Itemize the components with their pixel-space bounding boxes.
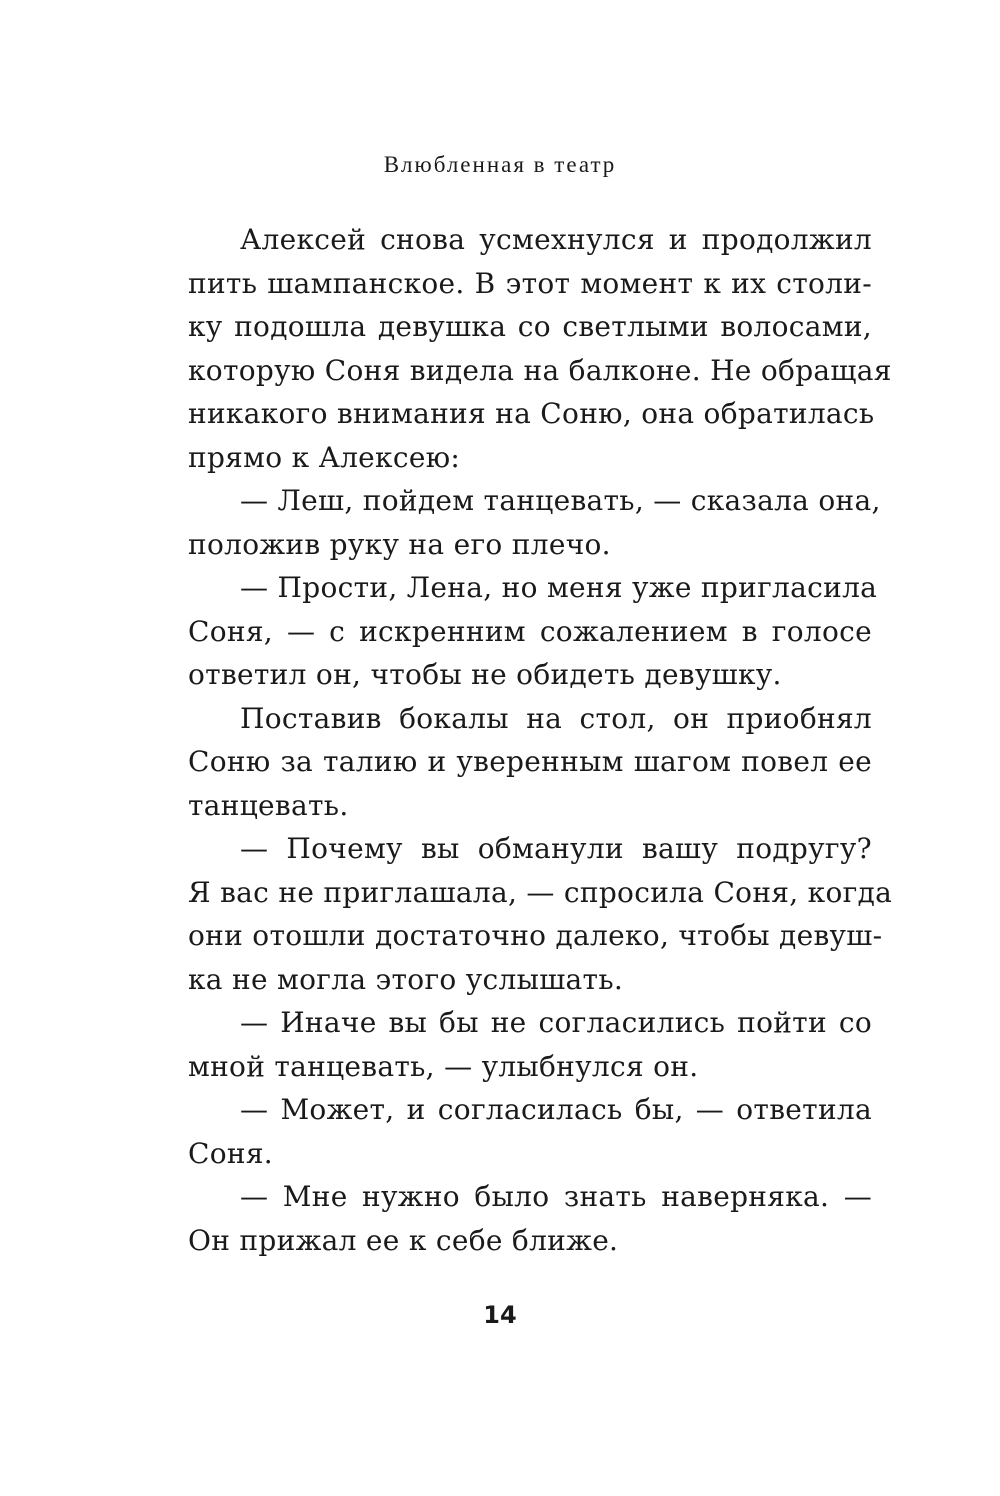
text-line: — Почему вы обманули вашу подругу? bbox=[240, 832, 872, 865]
text-line: танцевать. bbox=[188, 788, 349, 822]
text-line: — Леш, пойдем танцевать, — сказала она, bbox=[240, 484, 881, 517]
body-text bbox=[188, 218, 893, 1262]
text-line: — Может, и согласилась бы, — ответила bbox=[240, 1093, 872, 1126]
text-line: Соня. bbox=[188, 1136, 274, 1170]
text-line: никакого внимания на Соню, она обратилась bbox=[188, 397, 875, 430]
text-line: пить шампанское. В этот момент к их столи- bbox=[188, 266, 872, 300]
text-line: Соню за талию и уверенным шагом повел ее bbox=[188, 745, 872, 778]
text-line: Соня, — с искренним сожалением в голосе bbox=[188, 614, 872, 648]
text-line: Поставив бокалы на стол, он приобнял bbox=[240, 701, 872, 735]
text-line: — Мне нужно было знать наверняка. — bbox=[240, 1180, 872, 1213]
text-line: мной танцевать, — улыбнулся он. bbox=[188, 1049, 699, 1083]
text-line: — Прости, Лена, но меня уже пригласила bbox=[240, 571, 878, 604]
text-line: — Иначе вы бы не согласились пойти со bbox=[240, 1006, 872, 1039]
text-line: Алексей снова усмехнулся и продолжил bbox=[240, 223, 872, 256]
text-line: которую Соня видела на балконе. Не обращая bbox=[188, 353, 892, 387]
running-header: Влюбленная в театр bbox=[383, 152, 617, 177]
text-line: прямо к Алексею: bbox=[188, 440, 461, 474]
text-line: ответил он, чтобы не обидеть девушку. bbox=[188, 658, 782, 691]
text-line: Он прижал ее к себе ближе. bbox=[188, 1223, 619, 1257]
text-line: положив руку на его плечо. bbox=[188, 527, 611, 561]
text-line: ку подошла девушка со светлыми волосами, bbox=[188, 310, 872, 343]
page-number: 14 bbox=[483, 1301, 517, 1329]
text-line: Я вас не приглашала, — спросила Соня, когда bbox=[188, 875, 893, 909]
text-line: ка не могла этого услышать. bbox=[188, 962, 624, 996]
text-line: они отошли достаточно далеко, чтобы девуш- bbox=[188, 919, 883, 952]
